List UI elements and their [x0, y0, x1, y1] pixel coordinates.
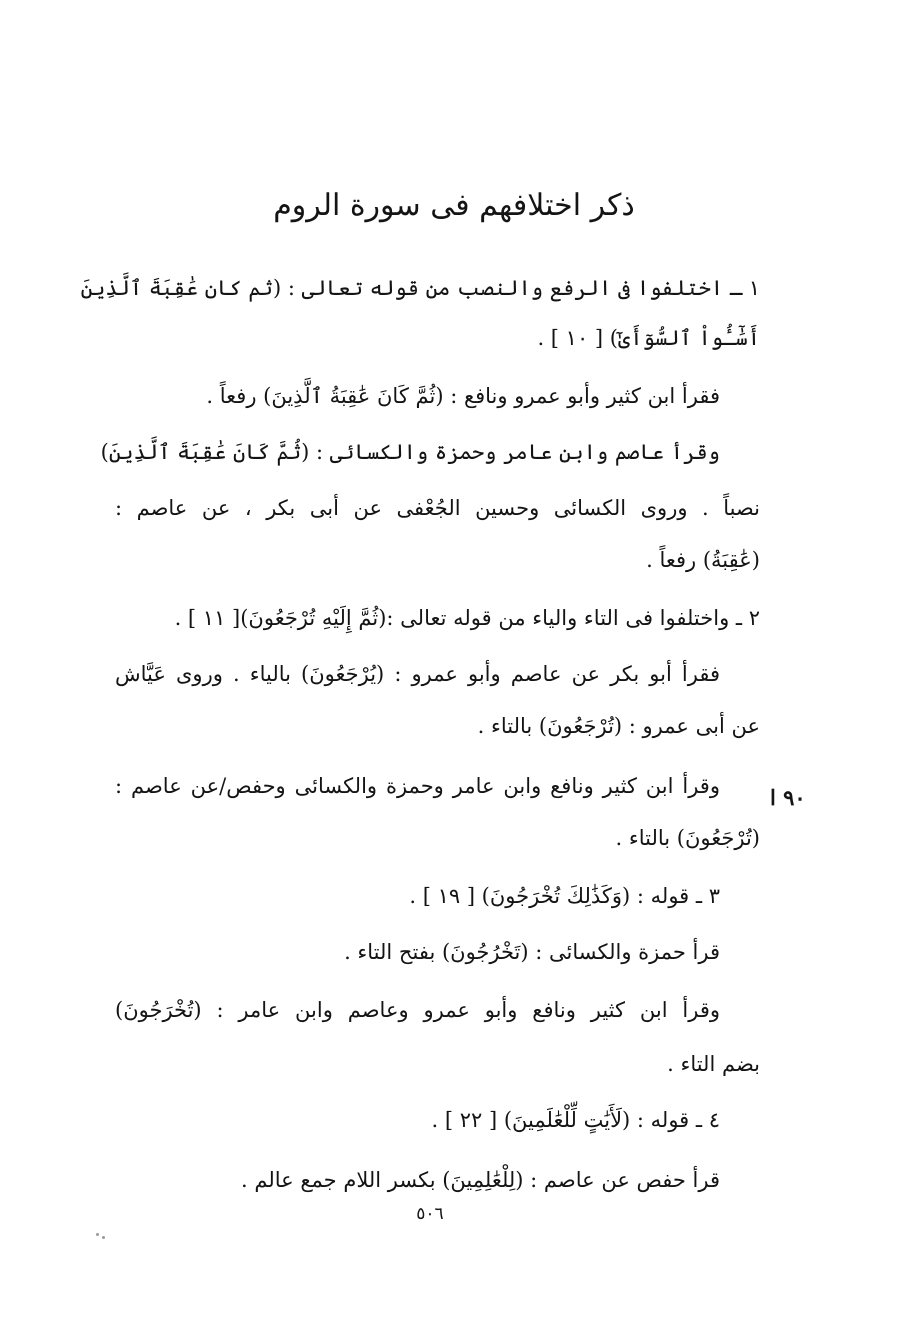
text-line: بضم التاء . [667, 1052, 760, 1076]
margin-folio-note: ٩٠ ا [770, 785, 806, 810]
text-line: عن أبى عمرو : (تُرْجَعُونَ) بالتاء . [477, 714, 760, 738]
text-line: وقرأ ابن كثير ونافع وأبو عمرو وعاصم وابن عامر : (تُخْرَجُونَ) [115, 998, 720, 1022]
text-line: أَسَٰٓـُٔواْ ٱلسُّوٓأَىٰٓ) [ ١٠ ] . [537, 326, 760, 350]
text-line: (تُرْجَعُونَ) بالتاء . [615, 826, 760, 850]
text-line: (عَٰقِبَةُ) رفعاً . [646, 548, 760, 572]
text-line: قرأ حمزة والكسائى : (تَخْرُجُونَ) بفتح التاء . [344, 940, 720, 964]
text-line: ٢ ـ واختلفوا فى التاء والياء من قوله تعالى :(ثُمَّ إِلَيْهِ تُرْجَعُونَ)[ ١١ ] . [174, 606, 760, 630]
text-line: ٣ ـ قوله : (وَكَذَٰلِكَ تُخْرَجُونَ) [ ١٩ ] . [409, 884, 720, 908]
scan-speck [96, 1233, 99, 1236]
page-number: ٥٠٦ [416, 1204, 444, 1224]
text-line: فقرأ ابن كثير وأبو عمرو ونافع : (ثُمَّ كَانَ عَٰقِبَةُ ٱلَّذِينَ) رفعاً . [206, 384, 720, 408]
text-line: فقرأ أبو بكر عن عاصم وأبو عمرو : (يُرْجَعُونَ) بالياء . وروى عَيَّاش [115, 662, 720, 686]
text-line: وقرأ ابن كثير ونافع وابن عامر وحمزة والكسائى وحفص/عن عاصم : [115, 774, 720, 798]
text-line: نصباً . وروى الكسائى وحسين الجُعْفى عن أبى بكر ، عن عاصم : [115, 496, 760, 520]
text-line: قرأ حفص عن عاصم : (لِلْعَٰلِمِينَ) بكسر اللام جمع عالم . [241, 1168, 720, 1192]
text-line: وقرأ عاصم وابن عامر وحمزة والكسائى : (ثُمَّ كَانَ عَٰقِبَةَ ٱلَّذِينَ) [100, 440, 720, 464]
chapter-heading: ذكر اختلافهم فى سورة الروم [273, 188, 635, 223]
text-line: ٤ ـ قوله : (لَأَيَٰتٍ لِّلْعَٰلَمِينَ) [ ٢٢ ] . [431, 1108, 720, 1132]
text-line: ١ ـ اختلفوا فى الرفع والنصب من قوله تعالى : (ثم كان عَٰقِبَةَ ٱلَّذِينَ [80, 276, 760, 300]
scan-speck [102, 1236, 105, 1239]
